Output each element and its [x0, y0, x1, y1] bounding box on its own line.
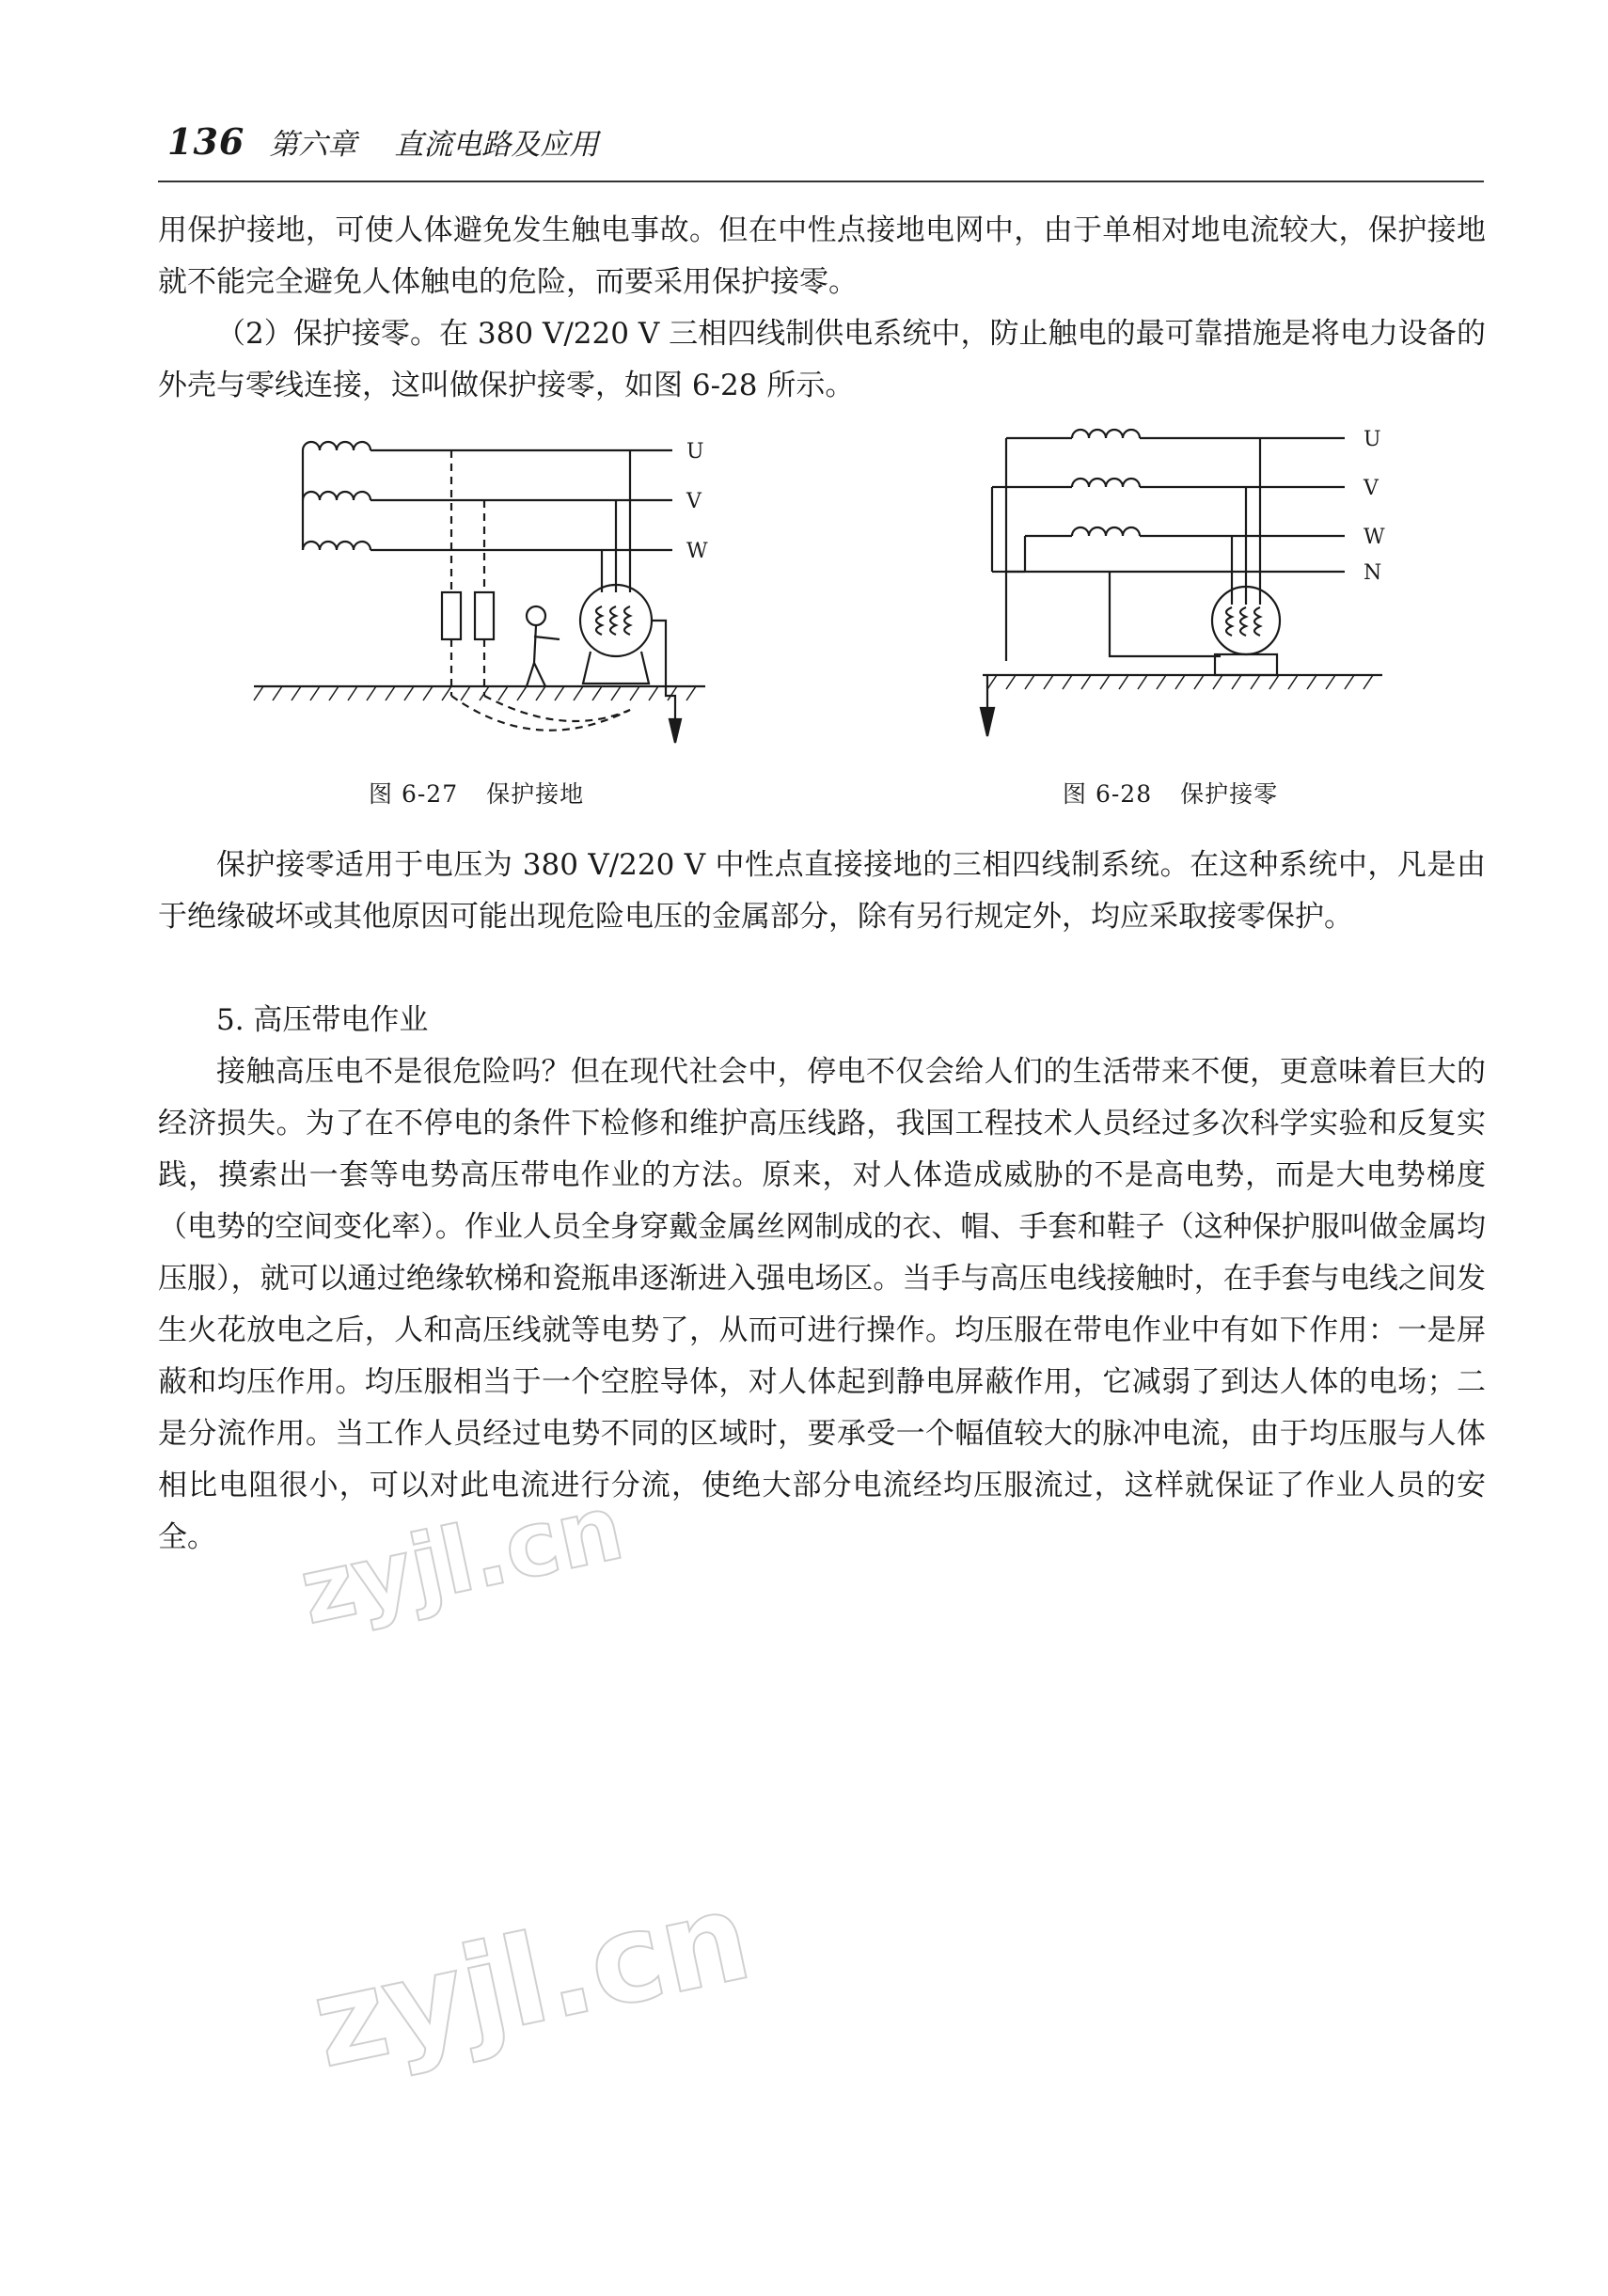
coil-u [1072, 430, 1140, 438]
figure-6-27-caption [369, 776, 584, 810]
fig27-caption-text: 保护接地 [486, 780, 585, 808]
insulation-resistor-1 [442, 592, 461, 639]
fig27-label-w: W [686, 540, 708, 563]
fig28-label-u: U [1364, 428, 1381, 451]
paragraph-2: （2）保护接零。在 380 V/220 V 三相四线制供电系统中，防止触电的最可靠措施是将电力设备的外壳与零线连接，这叫做保护接零，如图 6-28 所示。 [158, 317, 1486, 402]
fig28-caption-number: 图 6-28 [1063, 780, 1153, 808]
earth-electrode [981, 708, 994, 736]
motor [580, 585, 652, 684]
figure-6-28-caption [1063, 776, 1278, 810]
ground-hatching [987, 675, 1373, 689]
coil-u [303, 442, 370, 450]
ground-hatching [254, 686, 696, 700]
header-rule [158, 181, 1484, 182]
coil-v [1072, 479, 1140, 487]
chapter-label: 第六章 [269, 128, 357, 162]
protective-earth-wire [652, 621, 675, 719]
paragraph-1: 用保护接地，可使人体避免发生触电事故。但在中性点接地电网中，由于单相对地电流较大，保护接地就不能完全避免人体触电的危险，而要采用保护接零。 [158, 213, 1486, 299]
insulation-paths [451, 450, 630, 731]
chapter-title: 直流电路及应用 [394, 128, 599, 162]
protective-neutral-wire [1110, 572, 1221, 656]
page-header [167, 120, 1484, 163]
earth-electrode [670, 719, 681, 743]
fig27-label-v: V [686, 490, 702, 513]
watermark-1: zyjl.cn [292, 1474, 632, 1645]
fig28-caption-text: 保护接零 [1180, 780, 1279, 808]
coil-v [303, 492, 370, 500]
paragraph-4: 接触高压电不是很危险吗？但在现代社会中，停电不仅会给人们的生活带来不便，更意味着巨大的经济损失。为了在不停电的条件下检修和维护高压线路，我国工程技术人员经过多次科学实验和反复实践，摸索出一套等电势高压带电作业的方法。原来，对人体造成威胁的不是高电势，而是大电势梯度（电势的空间变化率）。作业人员全身穿戴金属丝网制成的衣、帽、手套和鞋子（这种保护服叫做金属均压服），就可以通过绝缘软梯和瓷瓶串逐渐进入强电场区。当手与高压电线接触时，在手套与电线之间发生火花放电之后，人和高压线就等电势了，从而可进行操作。均压服在带电作业中有如下作用：一是屏蔽和均压作用。均压服相当于一个空腔导体，对人体起到静电屏蔽作用，它减弱了到达人体的电场；二是分流作用。当工作人员经过电势不同的区域时，要承受一个幅值较大的脉冲电流，由于均压服与人体相比电阻很小，可以对此电流进行分流，使绝大部分电流经均压服流过，这样就保证了作业人员的安全。 [158, 1055, 1486, 1554]
fig27-label-u: U [686, 440, 704, 464]
figure-6-27-diagram [254, 428, 743, 776]
watermark-2: zyjl.cn [301, 1864, 762, 2096]
page-number: 136 [167, 120, 245, 163]
fig28-label-n: N [1364, 561, 1382, 585]
paragraph-3: 保护接零适用于电压为 380 V/220 V 中性点直接接地的三相四线制系统。在这种系统中，凡是由于绝缘破坏或其他原因可能出现危险电压的金属部分，除有另行规定外，均应采取接零保护。 [158, 848, 1486, 934]
figure-6-28-diagram [969, 421, 1448, 760]
person-figure [527, 606, 560, 686]
section-heading-5: 5. 高压带电作业 [216, 1003, 429, 1037]
coil-w [303, 542, 370, 550]
coil-w [1072, 527, 1140, 536]
fig28-label-w: W [1364, 526, 1385, 549]
fig27-caption-number: 图 6-27 [369, 780, 459, 808]
fig28-label-v: V [1364, 477, 1379, 500]
insulation-resistor-2 [475, 592, 494, 639]
